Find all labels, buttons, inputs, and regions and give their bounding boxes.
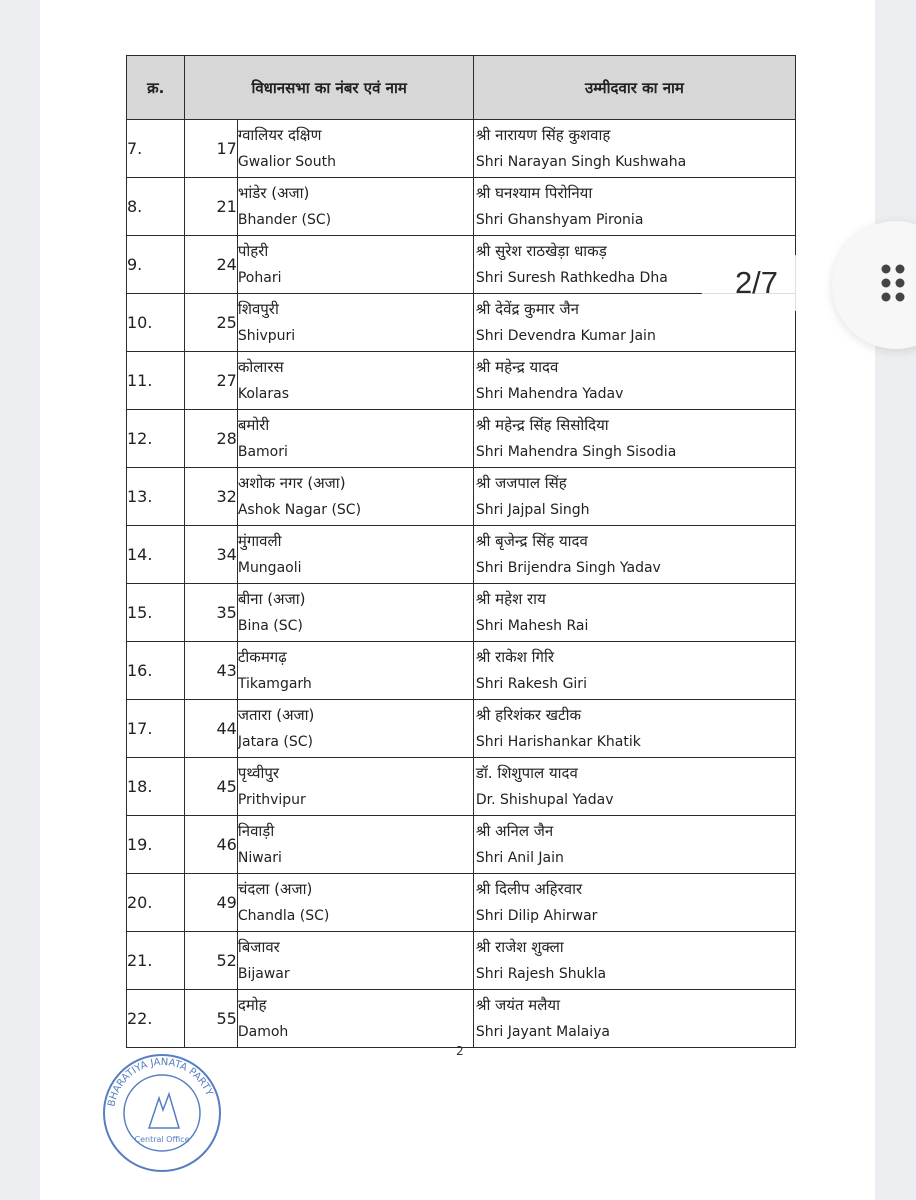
table-header-row xyxy=(127,56,796,120)
serial-cell: 14. xyxy=(127,526,185,584)
constituency-number: 17 xyxy=(185,120,237,178)
table-row xyxy=(127,526,796,584)
serial-cell: 22. xyxy=(127,990,185,1048)
constituency-name-hindi: बीना (अजा) xyxy=(237,589,306,608)
constituency-number: 28 xyxy=(185,410,237,468)
serial-cell: 7. xyxy=(127,120,185,178)
header-candidate: उम्मीदवार का नाम xyxy=(473,56,795,120)
header-constituency: विधानसभा का नंबर एवं नाम xyxy=(185,56,473,120)
candidate-name-english: Shri Ghanshyam Pironia xyxy=(475,211,644,228)
constituency-name-english: Damoh xyxy=(237,1023,289,1040)
table-row xyxy=(127,468,796,526)
serial-cell: 8. xyxy=(127,178,185,236)
constituency-number: 24 xyxy=(185,236,237,294)
constituency-cell xyxy=(237,990,473,1048)
constituency-name-english: Pohari xyxy=(237,269,282,286)
table-row xyxy=(127,236,796,294)
candidate-name-hindi: श्री महेश राय xyxy=(475,589,546,608)
constituency-cell xyxy=(237,236,473,294)
constituency-cell xyxy=(237,120,473,178)
candidate-name-english: Shri Harishankar Khatik xyxy=(475,733,641,750)
candidate-name-english: Shri Narayan Singh Kushwaha xyxy=(475,153,687,170)
party-stamp xyxy=(99,1050,225,1176)
table-row xyxy=(127,700,796,758)
serial-cell: 18. xyxy=(127,758,185,816)
constituency-name-english: Jatara (SC) xyxy=(237,733,314,750)
svg-text:BHARATIYA JANATA PARTY: BHARATIYA JANATA PARTY xyxy=(106,1056,215,1108)
constituency-name-english: Bina (SC) xyxy=(237,617,303,634)
serial-cell: 9. xyxy=(127,236,185,294)
constituency-name-english: Bijawar xyxy=(237,965,290,982)
candidate-name-hindi: श्री देवेंद्र कुमार जैन xyxy=(475,299,579,318)
table-row xyxy=(127,990,796,1048)
constituency-name-english: Ashok Nagar (SC) xyxy=(237,501,362,518)
candidate-cell xyxy=(473,874,795,932)
candidate-cell xyxy=(473,410,795,468)
constituency-name-hindi: बिजावर xyxy=(237,937,280,956)
grid-dots-icon xyxy=(880,263,916,303)
constituency-name-english: Shivpuri xyxy=(237,327,296,344)
candidate-cell xyxy=(473,758,795,816)
candidate-cell xyxy=(473,178,795,236)
constituency-name-hindi: बमोरी xyxy=(237,415,270,434)
constituency-number: 44 xyxy=(185,700,237,758)
candidate-name-hindi: श्री नारायण सिंह कुशवाह xyxy=(475,125,611,144)
table-row xyxy=(127,642,796,700)
candidate-name-hindi: श्री सुरेश राठखेड़ा धाकड़ xyxy=(475,241,607,260)
serial-cell: 10. xyxy=(127,294,185,352)
table-row xyxy=(127,294,796,352)
table-row xyxy=(127,410,796,468)
candidate-name-english: Shri Brijendra Singh Yadav xyxy=(475,559,661,576)
constituency-cell xyxy=(237,178,473,236)
table-row xyxy=(127,816,796,874)
constituency-cell xyxy=(237,642,473,700)
candidate-name-english: Shri Mahesh Rai xyxy=(475,617,589,634)
candidate-name-hindi: श्री महेन्द्र यादव xyxy=(475,357,559,376)
candidate-cell xyxy=(473,642,795,700)
candidate-name-english: Shri Dilip Ahirwar xyxy=(475,907,598,924)
candidate-cell xyxy=(473,352,795,410)
constituency-number: 46 xyxy=(185,816,237,874)
constituency-cell xyxy=(237,932,473,990)
candidate-table xyxy=(126,55,796,1048)
candidate-cell xyxy=(473,990,795,1048)
candidate-name-hindi: श्री जयंत मलैया xyxy=(475,995,561,1014)
constituency-number: 32 xyxy=(185,468,237,526)
candidate-name-hindi: श्री हरिशंकर खटीक xyxy=(475,705,581,724)
candidate-cell xyxy=(473,526,795,584)
table-row xyxy=(127,932,796,990)
candidate-cell xyxy=(473,120,795,178)
constituency-name-english: Mungaoli xyxy=(237,559,302,576)
constituency-name-hindi: जतारा (अजा) xyxy=(237,705,315,724)
table-row xyxy=(127,758,796,816)
table-row xyxy=(127,584,796,642)
serial-cell: 11. xyxy=(127,352,185,410)
candidate-name-hindi: श्री दिलीप अहिरवार xyxy=(475,879,583,898)
candidate-name-hindi: श्री जजपाल सिंह xyxy=(475,473,567,492)
candidate-name-english: Shri Anil Jain xyxy=(475,849,564,866)
constituency-name-hindi: चंदला (अजा) xyxy=(237,879,313,898)
candidate-cell xyxy=(473,932,795,990)
constituency-cell xyxy=(237,410,473,468)
candidate-name-english: Shri Mahendra Singh Sisodia xyxy=(475,443,677,460)
serial-cell: 12. xyxy=(127,410,185,468)
candidate-name-english: Shri Devendra Kumar Jain xyxy=(475,327,656,344)
constituency-name-english: Tikamgarh xyxy=(237,675,312,692)
table-row xyxy=(127,178,796,236)
candidate-cell xyxy=(473,700,795,758)
candidate-name-english: Shri Jajpal Singh xyxy=(475,501,590,518)
candidate-name-english: Shri Suresh Rathkedha Dha xyxy=(475,269,668,286)
svg-text:Central Office: Central Office xyxy=(134,1135,190,1144)
constituency-number: 35 xyxy=(185,584,237,642)
constituency-name-hindi: मुंगावली xyxy=(237,531,282,550)
constituency-name-english: Chandla (SC) xyxy=(237,907,330,924)
candidate-name-hindi: डॉ. शिशुपाल यादव xyxy=(475,763,578,782)
constituency-cell xyxy=(237,584,473,642)
candidate-name-hindi: श्री अनिल जैन xyxy=(475,821,554,840)
table-row xyxy=(127,120,796,178)
constituency-number: 34 xyxy=(185,526,237,584)
constituency-number: 45 xyxy=(185,758,237,816)
page-number: 2 xyxy=(456,1044,464,1058)
candidate-name-hindi: श्री राकेश गिरि xyxy=(475,647,555,666)
header-serial: क्र. xyxy=(127,56,185,120)
constituency-name-hindi: निवाड़ी xyxy=(237,821,275,840)
constituency-cell xyxy=(237,758,473,816)
serial-cell: 13. xyxy=(127,468,185,526)
constituency-name-hindi: ग्वालियर दक्षिण xyxy=(237,125,322,144)
constituency-name-hindi: टीकमगढ़ xyxy=(237,647,287,666)
constituency-cell xyxy=(237,816,473,874)
constituency-name-hindi: दमोह xyxy=(237,995,267,1014)
constituency-name-english: Niwari xyxy=(237,849,282,866)
constituency-number: 52 xyxy=(185,932,237,990)
constituency-name-hindi: भांडेर (अजा) xyxy=(237,183,310,202)
serial-cell: 16. xyxy=(127,642,185,700)
serial-cell: 21. xyxy=(127,932,185,990)
constituency-name-english: Prithvipur xyxy=(237,791,306,808)
constituency-number: 43 xyxy=(185,642,237,700)
serial-cell: 20. xyxy=(127,874,185,932)
serial-cell: 19. xyxy=(127,816,185,874)
constituency-name-hindi: अशोक नगर (अजा) xyxy=(237,473,346,492)
candidate-name-english: Shri Rakesh Giri xyxy=(475,675,587,692)
constituency-name-english: Kolaras xyxy=(237,385,290,402)
candidate-cell xyxy=(473,816,795,874)
constituency-cell xyxy=(237,294,473,352)
candidate-cell xyxy=(473,468,795,526)
candidate-name-english: Shri Mahendra Yadav xyxy=(475,385,624,402)
constituency-number: 27 xyxy=(185,352,237,410)
candidate-name-english: Shri Rajesh Shukla xyxy=(475,965,607,982)
candidate-name-hindi: श्री राजेश शुक्ला xyxy=(475,937,564,956)
table-row xyxy=(127,874,796,932)
constituency-name-english: Gwalior South xyxy=(237,153,336,170)
constituency-name-english: Bamori xyxy=(237,443,288,460)
constituency-cell xyxy=(237,874,473,932)
candidate-cell xyxy=(473,584,795,642)
constituency-number: 21 xyxy=(185,178,237,236)
constituency-cell xyxy=(237,468,473,526)
constituency-name-hindi: पृथ्वीपुर xyxy=(237,763,280,782)
candidate-name-english: Dr. Shishupal Yadav xyxy=(475,791,614,808)
constituency-number: 49 xyxy=(185,874,237,932)
constituency-number: 55 xyxy=(185,990,237,1048)
constituency-cell xyxy=(237,700,473,758)
candidate-name-hindi: श्री घनश्याम पिरोनिया xyxy=(475,183,593,202)
constituency-name-english: Bhander (SC) xyxy=(237,211,332,228)
candidate-name-hindi: श्री महेन्द्र सिंह सिसोदिया xyxy=(475,415,609,434)
serial-cell: 17. xyxy=(127,700,185,758)
constituency-name-hindi: पोहरी xyxy=(237,241,269,260)
serial-cell: 15. xyxy=(127,584,185,642)
table-row xyxy=(127,352,796,410)
constituency-cell xyxy=(237,352,473,410)
constituency-name-hindi: कोलारस xyxy=(237,357,284,376)
constituency-cell xyxy=(237,526,473,584)
page-indicator: 2/7 xyxy=(700,252,813,314)
candidate-name-english: Shri Jayant Malaiya xyxy=(475,1023,610,1040)
constituency-number: 25 xyxy=(185,294,237,352)
constituency-name-hindi: शिवपुरी xyxy=(237,299,279,318)
candidate-name-hindi: श्री बृजेन्द्र सिंह यादव xyxy=(475,531,588,550)
